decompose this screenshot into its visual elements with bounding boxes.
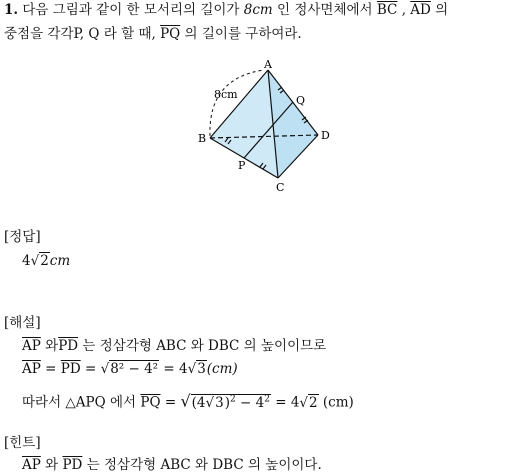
label-d: D [321,129,330,142]
label-p: P [238,159,246,172]
answer-value: 4√2cm [22,253,71,269]
hint-line: $\overline{AP}$ 와 $\overline{PD}$ 는 정삼각형 ABC 와 DBC 의 높이이다. [22,457,322,473]
edge-length-label: 8cm [214,88,238,101]
explanation-header: [해설] [4,315,41,331]
explanation-line-1: $\overline{AP}$ 와$\overline{PD}$ 는 정삼각형 ABC 와 DBC 의 높이이므로 [22,338,327,354]
problem-line-2: 중점을 각각P, Q 라 할 때, $\overline{PQ}$ 의 길이를 구하여라. [4,26,302,42]
segment-bc: $\overline{BC}$ [376,2,398,18]
segment-pq: $\overline{PQ}$ [160,26,181,42]
label-a: A [264,58,272,71]
label-c: C [276,181,285,194]
tetrahedron-figure [190,58,350,198]
explanation-line-3: 따라서 △APQ 에서 $\overline{PQ} = √(4√3)^2 - 4^2 = 4√2$ (cm) [22,391,354,411]
label-b: B [198,132,207,145]
problem-number: 1. [4,2,19,18]
label-q: Q [296,94,306,107]
answer-header: [정답] [4,229,41,245]
problem-line-1: 1. 다음 그림과 같이 한 모서리의 길이가 8cm 인 정사면체에서 $\overline{BC}$ , $\overline{AD}$ 의 [4,2,449,18]
explanation-line-2: $\overline{AP} = \overline{PD} = √8^2 - 4^2 = 4√3(cm)$ [22,361,238,377]
segment-ad: $\overline{AD}$ [410,2,431,18]
hint-header: [힌트] [4,435,41,451]
